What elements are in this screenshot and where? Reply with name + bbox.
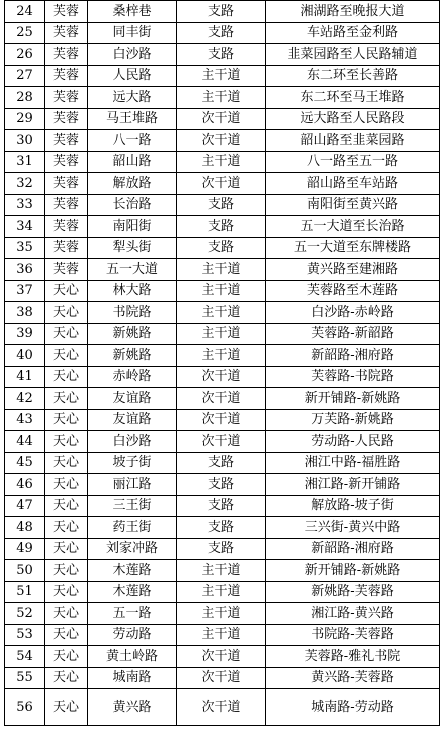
table-row [5, 581, 440, 603]
row-number-cell: 35 [5, 237, 45, 259]
table-row [5, 194, 440, 216]
road-grade-cell: 主干道 [177, 603, 266, 625]
road-name-cell: 书院路 [88, 302, 177, 324]
road-section-cell: 黄兴路-芙蓉路 [266, 667, 440, 689]
road-name-cell: 黄土岭路 [88, 646, 177, 668]
district-cell: 天心 [45, 431, 88, 453]
district-cell: 芙蓉 [45, 22, 88, 44]
row-number-cell: 40 [5, 345, 45, 367]
road-name-cell: 五一路 [88, 603, 177, 625]
road-section-cell: 湘湖路至晚报大道 [266, 1, 440, 23]
road-name-cell: 刘家冲路 [88, 538, 177, 560]
district-cell: 天心 [45, 624, 88, 646]
road-grade-cell: 支路 [177, 237, 266, 259]
row-number-cell: 53 [5, 624, 45, 646]
road-grade-cell: 次干道 [177, 366, 266, 388]
district-cell: 天心 [45, 646, 88, 668]
road-grade-cell: 支路 [177, 44, 266, 66]
road-name-cell: 黄兴路 [88, 689, 177, 726]
road-section-cell: 新韶路-湘府路 [266, 345, 440, 367]
road-section-cell: 车站路至金利路 [266, 22, 440, 44]
road-grade-cell: 主干道 [177, 151, 266, 173]
road-section-cell: 新开铺路-新姚路 [266, 388, 440, 410]
row-number-cell: 48 [5, 517, 45, 539]
road-section-cell: 韶山路至车站路 [266, 173, 440, 195]
road-grade-cell: 主干道 [177, 87, 266, 109]
road-name-cell: 赤岭路 [88, 366, 177, 388]
row-number-cell: 54 [5, 646, 45, 668]
row-number-cell: 26 [5, 44, 45, 66]
table-row [5, 603, 440, 625]
road-name-cell: 林大路 [88, 280, 177, 302]
road-section-cell: 东二环至马王堆路 [266, 87, 440, 109]
road-section-cell: 八一路至五一路 [266, 151, 440, 173]
road-section-cell: 芙蓉路至木莲路 [266, 280, 440, 302]
road-name-cell: 坡子街 [88, 452, 177, 474]
road-section-cell: 黄兴路至建湘路 [266, 259, 440, 281]
district-cell: 芙蓉 [45, 216, 88, 238]
road-grade-cell: 次干道 [177, 130, 266, 152]
road-grade-cell: 支路 [177, 474, 266, 496]
district-cell: 天心 [45, 581, 88, 603]
row-number-cell: 56 [5, 689, 45, 726]
district-cell: 芙蓉 [45, 130, 88, 152]
road-name-cell: 远大路 [88, 87, 177, 109]
road-name-cell: 桑梓巷 [88, 1, 177, 23]
road-grade-cell: 次干道 [177, 431, 266, 453]
table-row [5, 345, 440, 367]
road-name-cell: 白沙路 [88, 44, 177, 66]
district-cell: 天心 [45, 280, 88, 302]
road-grade-cell: 支路 [177, 517, 266, 539]
road-name-cell: 三王街 [88, 495, 177, 517]
row-number-cell: 38 [5, 302, 45, 324]
road-name-cell: 韶山路 [88, 151, 177, 173]
district-cell: 芙蓉 [45, 194, 88, 216]
row-number-cell: 28 [5, 87, 45, 109]
table-row [5, 65, 440, 87]
table-row [5, 151, 440, 173]
road-section-cell: 韶山路至韭菜园路 [266, 130, 440, 152]
table-row [5, 409, 440, 431]
road-section-cell: 解放路-坡子街 [266, 495, 440, 517]
road-grade-cell: 次干道 [177, 108, 266, 130]
road-name-cell: 友谊路 [88, 409, 177, 431]
table-row [5, 302, 440, 324]
table-row [5, 667, 440, 689]
road-name-cell: 药王街 [88, 517, 177, 539]
road-section-cell: 湘江中路-福胜路 [266, 452, 440, 474]
table-row [5, 495, 440, 517]
road-name-cell: 木莲路 [88, 581, 177, 603]
road-grade-cell: 主干道 [177, 345, 266, 367]
district-cell: 芙蓉 [45, 259, 88, 281]
row-number-cell: 44 [5, 431, 45, 453]
road-name-cell: 解放路 [88, 173, 177, 195]
row-number-cell: 27 [5, 65, 45, 87]
road-section-cell: 三兴街-黄兴中路 [266, 517, 440, 539]
road-section-cell: 万芙路-新姚路 [266, 409, 440, 431]
table-row [5, 323, 440, 345]
row-number-cell: 25 [5, 22, 45, 44]
district-cell: 芙蓉 [45, 237, 88, 259]
road-section-cell: 芙蓉路-雅礼书院 [266, 646, 440, 668]
district-cell: 芙蓉 [45, 44, 88, 66]
district-cell: 芙蓉 [45, 108, 88, 130]
road-list-table [4, 0, 440, 726]
district-cell: 天心 [45, 560, 88, 582]
district-cell: 芙蓉 [45, 151, 88, 173]
row-number-cell: 55 [5, 667, 45, 689]
row-number-cell: 34 [5, 216, 45, 238]
road-name-cell: 南阳街 [88, 216, 177, 238]
road-section-cell: 韭菜园路至人民路辅道 [266, 44, 440, 66]
road-grade-cell: 主干道 [177, 624, 266, 646]
road-list-body [5, 1, 440, 726]
district-cell: 天心 [45, 366, 88, 388]
district-cell: 芙蓉 [45, 87, 88, 109]
road-section-cell: 新姚路-芙蓉路 [266, 581, 440, 603]
road-grade-cell: 次干道 [177, 173, 266, 195]
road-name-cell: 八一路 [88, 130, 177, 152]
row-number-cell: 24 [5, 1, 45, 23]
road-section-cell: 书院路-芙蓉路 [266, 624, 440, 646]
road-name-cell: 新姚路 [88, 345, 177, 367]
row-number-cell: 45 [5, 452, 45, 474]
road-section-cell: 白沙路-赤岭路 [266, 302, 440, 324]
road-name-cell: 木莲路 [88, 560, 177, 582]
road-name-cell: 五一大道 [88, 259, 177, 281]
road-section-cell: 湘江路-新开铺路 [266, 474, 440, 496]
table-row [5, 130, 440, 152]
road-grade-cell: 支路 [177, 194, 266, 216]
row-number-cell: 49 [5, 538, 45, 560]
table-row [5, 216, 440, 238]
row-number-cell: 47 [5, 495, 45, 517]
district-cell: 天心 [45, 603, 88, 625]
road-grade-cell: 支路 [177, 452, 266, 474]
road-section-cell: 五一大道至长治路 [266, 216, 440, 238]
district-cell: 天心 [45, 495, 88, 517]
district-cell: 天心 [45, 323, 88, 345]
table-row [5, 108, 440, 130]
road-grade-cell: 次干道 [177, 667, 266, 689]
table-row [5, 538, 440, 560]
row-number-cell: 30 [5, 130, 45, 152]
road-name-cell: 新姚路 [88, 323, 177, 345]
road-grade-cell: 主干道 [177, 302, 266, 324]
row-number-cell: 42 [5, 388, 45, 410]
table-row [5, 689, 440, 726]
road-section-cell: 东二环至长善路 [266, 65, 440, 87]
road-name-cell: 长治路 [88, 194, 177, 216]
table-row [5, 452, 440, 474]
road-grade-cell: 次干道 [177, 689, 266, 726]
district-cell: 天心 [45, 452, 88, 474]
road-section-cell: 劳动路-人民路 [266, 431, 440, 453]
road-name-cell: 劳动路 [88, 624, 177, 646]
road-name-cell: 城南路 [88, 667, 177, 689]
row-number-cell: 52 [5, 603, 45, 625]
row-number-cell: 51 [5, 581, 45, 603]
road-grade-cell: 支路 [177, 216, 266, 238]
row-number-cell: 39 [5, 323, 45, 345]
table-row [5, 624, 440, 646]
road-name-cell: 丽江路 [88, 474, 177, 496]
road-grade-cell: 支路 [177, 22, 266, 44]
road-section-cell: 南阳街至黄兴路 [266, 194, 440, 216]
table-row [5, 388, 440, 410]
road-section-cell: 新韶路-湘府路 [266, 538, 440, 560]
table-row [5, 280, 440, 302]
table-row [5, 474, 440, 496]
row-number-cell: 50 [5, 560, 45, 582]
row-number-cell: 41 [5, 366, 45, 388]
road-grade-cell: 主干道 [177, 581, 266, 603]
district-cell: 天心 [45, 409, 88, 431]
road-section-cell: 芙蓉路-新韶路 [266, 323, 440, 345]
district-cell: 芙蓉 [45, 173, 88, 195]
table-row [5, 560, 440, 582]
road-grade-cell: 次干道 [177, 646, 266, 668]
district-cell: 天心 [45, 474, 88, 496]
table-row [5, 431, 440, 453]
road-grade-cell: 次干道 [177, 388, 266, 410]
road-name-cell: 友谊路 [88, 388, 177, 410]
road-section-cell: 新开铺路-新姚路 [266, 560, 440, 582]
table-row [5, 259, 440, 281]
table-row [5, 366, 440, 388]
table-row [5, 87, 440, 109]
district-cell: 天心 [45, 302, 88, 324]
row-number-cell: 33 [5, 194, 45, 216]
road-grade-cell: 主干道 [177, 323, 266, 345]
row-number-cell: 37 [5, 280, 45, 302]
road-name-cell: 人民路 [88, 65, 177, 87]
road-name-cell: 白沙路 [88, 431, 177, 453]
table-row [5, 237, 440, 259]
road-grade-cell: 次干道 [177, 409, 266, 431]
road-section-cell: 城南路-劳动路 [266, 689, 440, 726]
district-cell: 天心 [45, 345, 88, 367]
road-grade-cell: 支路 [177, 1, 266, 23]
road-name-cell: 马王堆路 [88, 108, 177, 130]
road-grade-cell: 支路 [177, 495, 266, 517]
road-section-cell: 湘江路-黄兴路 [266, 603, 440, 625]
district-cell: 芙蓉 [45, 1, 88, 23]
table-row [5, 44, 440, 66]
table-row [5, 646, 440, 668]
road-section-cell: 远大路至人民路段 [266, 108, 440, 130]
road-name-cell: 同丰街 [88, 22, 177, 44]
district-cell: 天心 [45, 538, 88, 560]
district-cell: 芙蓉 [45, 65, 88, 87]
table-row [5, 173, 440, 195]
district-cell: 天心 [45, 388, 88, 410]
road-grade-cell: 主干道 [177, 65, 266, 87]
row-number-cell: 29 [5, 108, 45, 130]
row-number-cell: 32 [5, 173, 45, 195]
row-number-cell: 46 [5, 474, 45, 496]
table-row [5, 1, 440, 23]
row-number-cell: 43 [5, 409, 45, 431]
district-cell: 天心 [45, 667, 88, 689]
road-section-cell: 芙蓉路-书院路 [266, 366, 440, 388]
road-section-cell: 五一大道至东牌楼路 [266, 237, 440, 259]
table-row [5, 517, 440, 539]
road-name-cell: 犁头街 [88, 237, 177, 259]
row-number-cell: 36 [5, 259, 45, 281]
row-number-cell: 31 [5, 151, 45, 173]
road-grade-cell: 主干道 [177, 280, 266, 302]
road-grade-cell: 主干道 [177, 560, 266, 582]
road-grade-cell: 主干道 [177, 259, 266, 281]
district-cell: 天心 [45, 517, 88, 539]
table-row [5, 22, 440, 44]
district-cell: 天心 [45, 689, 88, 726]
road-grade-cell: 支路 [177, 538, 266, 560]
